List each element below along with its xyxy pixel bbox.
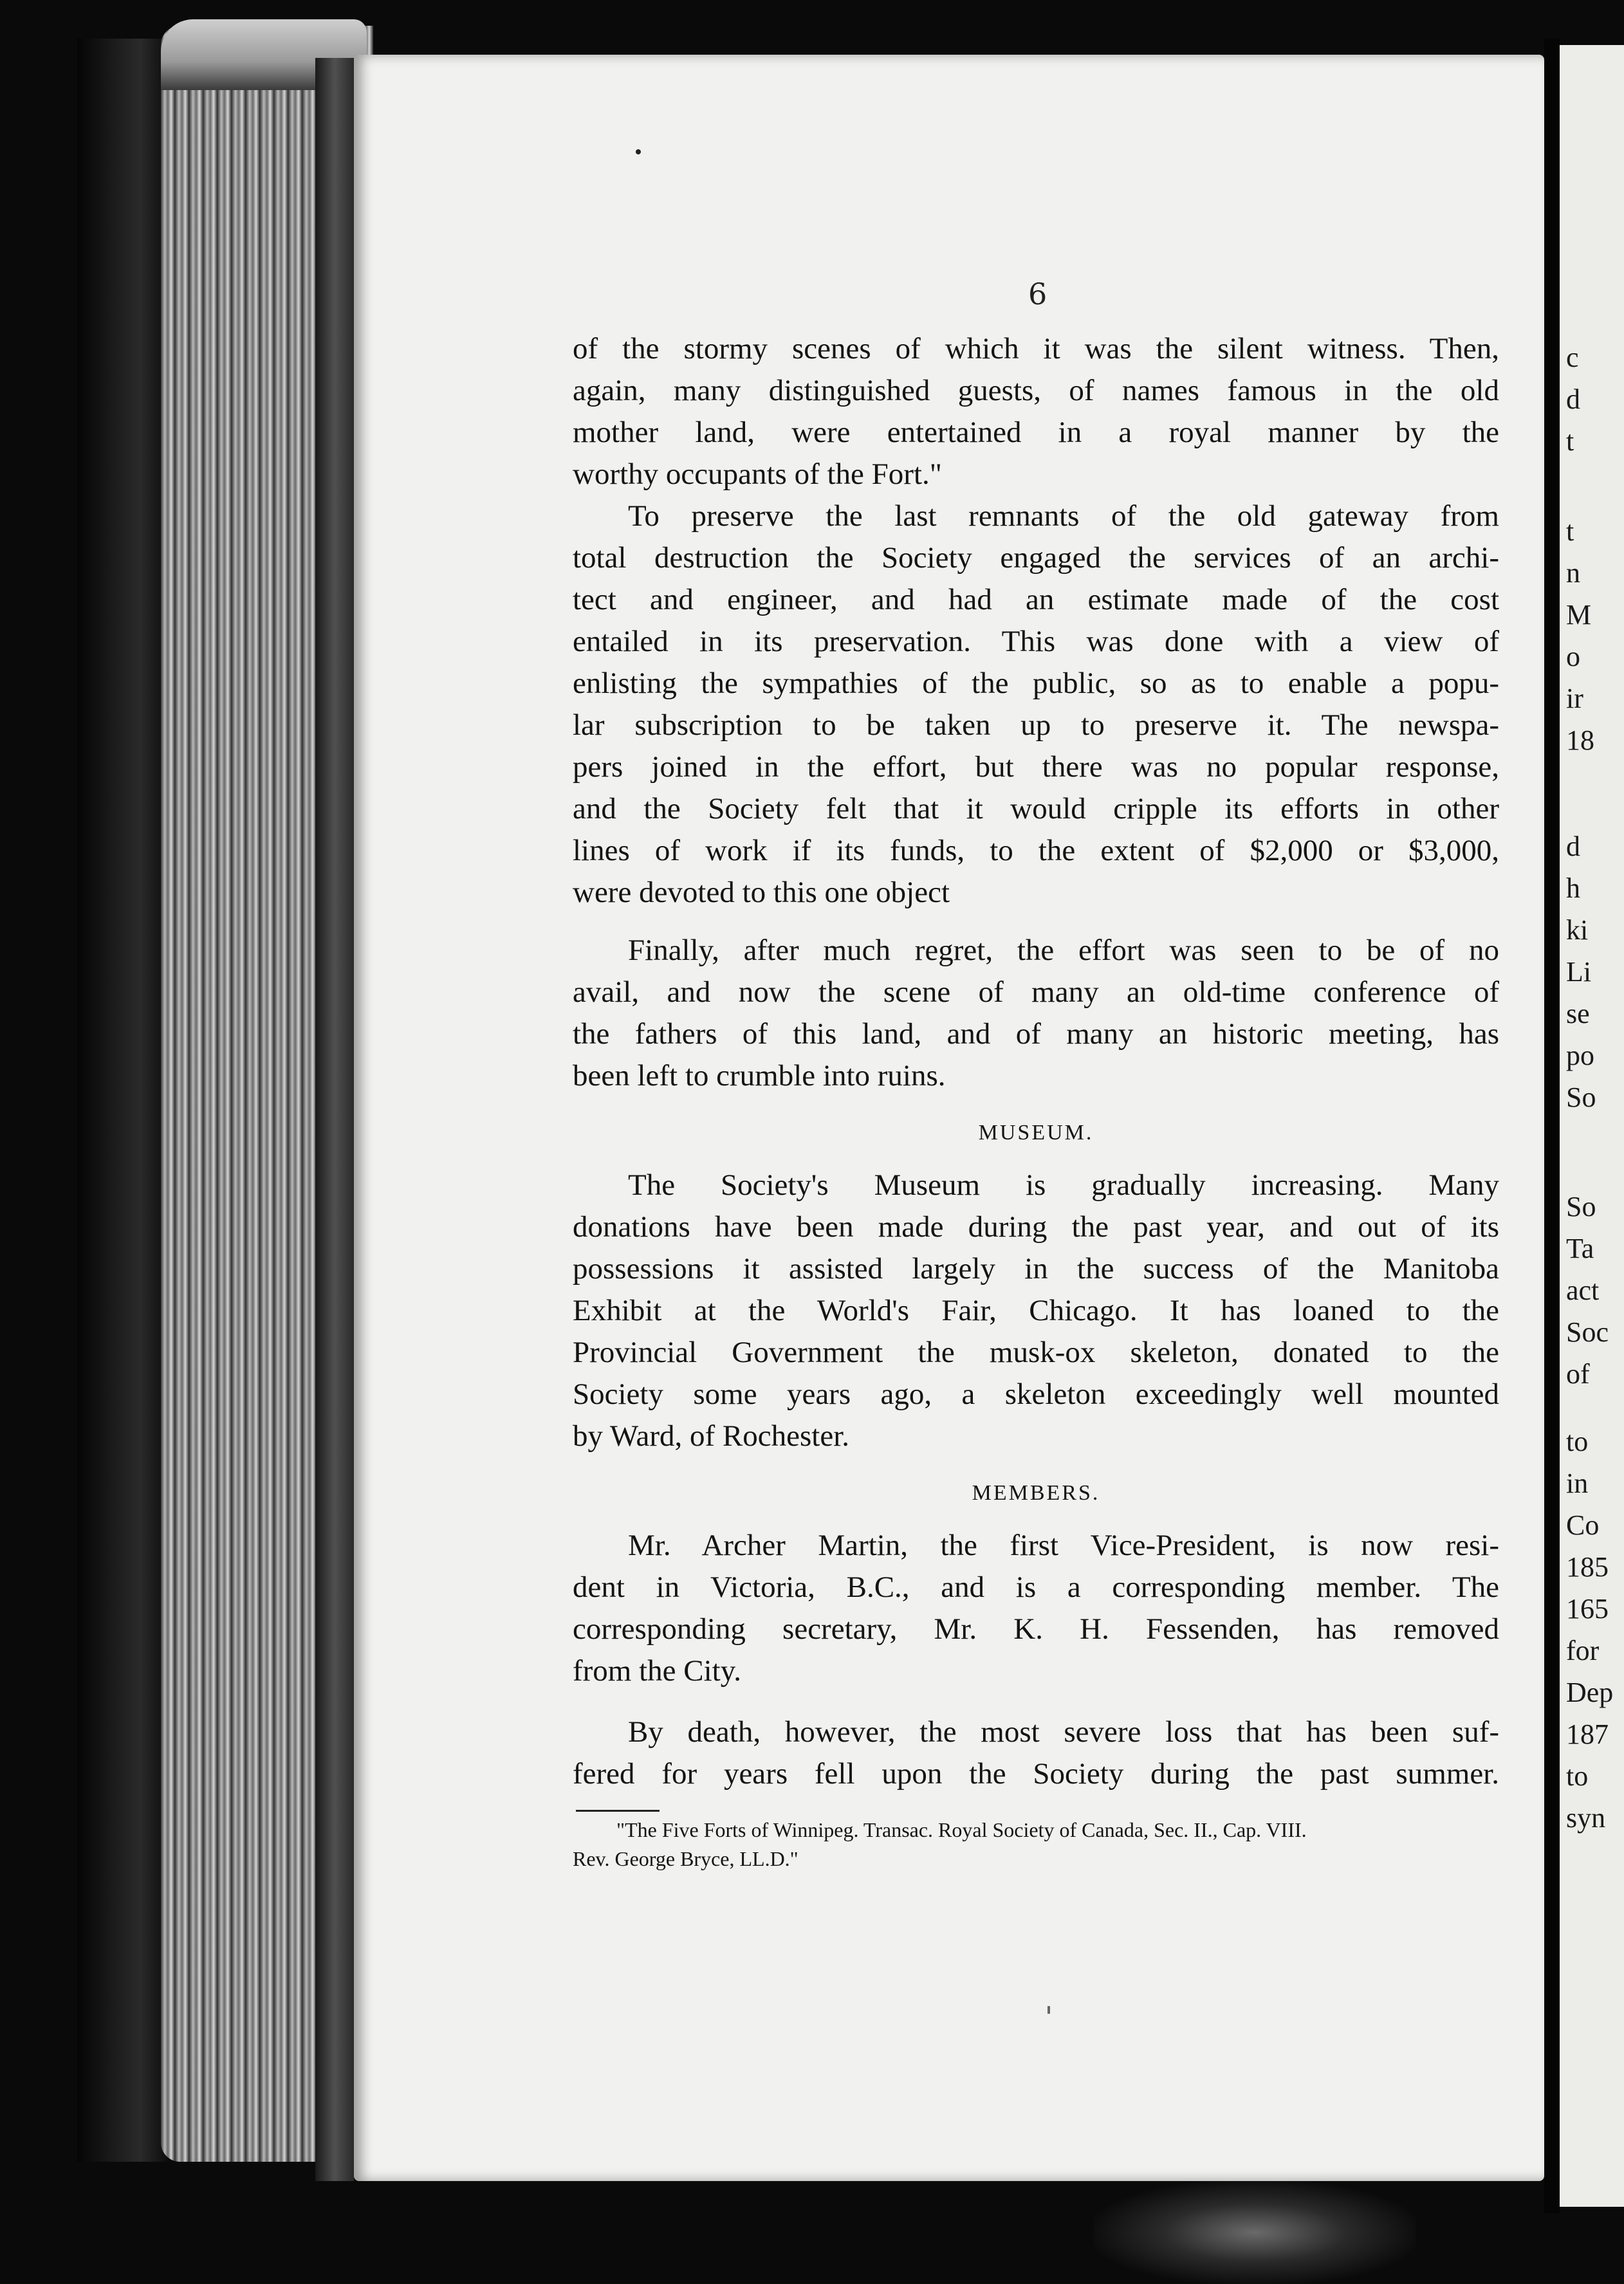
adjacent-page-fragment: to <box>1566 1426 1589 1457</box>
adjacent-page-fragment: po <box>1566 1040 1594 1071</box>
text-line: Society some years ago, a skeleton exceedingly well mounted <box>573 1377 1499 1411</box>
adjacent-page-fragment: So <box>1566 1082 1596 1113</box>
text-line: Mr. Archer Martin, the first Vice-President, is now resi- <box>628 1529 1499 1562</box>
text-line: worthy occupants of the Fort." <box>573 457 942 491</box>
adjacent-page-fragment: t <box>1566 515 1574 547</box>
text-line: lines of work if its funds, to the extent of $2,000 or $3,000, <box>573 834 1499 867</box>
text-line: possessions it assisted largely in the success of the Manitoba <box>573 1252 1499 1285</box>
book-spine-shadow <box>77 39 167 2162</box>
text-line: were devoted to this one object <box>573 876 950 909</box>
text-line: mother land, were entertained in a royal manner by the <box>573 416 1499 449</box>
adjacent-page-fragment: 185 <box>1566 1551 1609 1583</box>
adjacent-page-fragment: Soc <box>1566 1316 1609 1348</box>
scanner-bottom-artifact <box>1094 2181 1416 2284</box>
text-line: corresponding secretary, Mr. K. H. Fessenden, has removed <box>573 1612 1499 1646</box>
text-line: and the Society felt that it would cripple its efforts in other <box>573 792 1499 825</box>
adjacent-page-fragment: for <box>1566 1635 1600 1666</box>
adjacent-page-fragment: t <box>1566 425 1574 457</box>
adjacent-page-fragment: to <box>1566 1760 1589 1792</box>
text-line: Finally, after much regret, the effort was seen to be of no <box>628 934 1499 967</box>
print-speck <box>636 149 641 154</box>
text-line: from the City. <box>573 1654 741 1688</box>
footnote-rule <box>576 1810 660 1812</box>
text-line: To preserve the last remnants of the old gateway from <box>628 499 1499 533</box>
section-heading-museum: MUSEUM. <box>978 1121 1094 1145</box>
adjacent-page-fragment: of <box>1566 1358 1590 1390</box>
text-line: been left to crumble into ruins. <box>573 1059 946 1092</box>
text-line: entailed in its preservation. This was done with a view of <box>573 625 1499 658</box>
adjacent-page-fragment: o <box>1566 641 1580 672</box>
adjacent-page-fragment: c <box>1566 342 1579 373</box>
footnote-line: Rev. George Bryce, LL.D." <box>573 1847 798 1870</box>
adjacent-page-fragment: 165 <box>1566 1593 1609 1625</box>
text-line: enlisting the sympathies of the public, so as to enable a popu- <box>573 667 1499 700</box>
text-line: lar subscription to be taken up to preserve it. The newspa- <box>573 708 1499 742</box>
adjacent-page-fragment: Co <box>1566 1509 1600 1541</box>
adjacent-page-fragment: Dep <box>1566 1677 1614 1708</box>
adjacent-page-fragment: act <box>1566 1275 1600 1306</box>
text-line: The Society's Museum is gradually increasing. Many <box>628 1168 1499 1202</box>
adjacent-page-fragment: 187 <box>1566 1718 1609 1750</box>
adjacent-page-fragment: d <box>1566 831 1580 862</box>
text-line: of the stormy scenes of which it was the silent witness. Then, <box>573 332 1499 365</box>
adjacent-page-fragment: se <box>1566 998 1590 1029</box>
section-heading-members: MEMBERS. <box>972 1481 1100 1505</box>
footnote-line: "The Five Forts of Winnipeg. Transac. Royal Society of Canada, Sec. II., Cap. VIII. <box>616 1818 1307 1841</box>
adjacent-page-fragment: So <box>1566 1191 1596 1222</box>
adjacent-page-fragment: ki <box>1566 914 1589 946</box>
text-line: Exhibit at the World's Fair, Chicago. It has loaned to the <box>573 1294 1499 1327</box>
adjacent-page-fragment: d <box>1566 383 1580 415</box>
text-line: fered for years fell upon the Society during the past summer. <box>573 1757 1499 1791</box>
text-line: Provincial Government the musk-ox skeleton, donated to the <box>573 1336 1499 1369</box>
adjacent-page-fragment: Li <box>1566 956 1592 988</box>
text-line: pers joined in the effort, but there was no popular response, <box>573 750 1499 784</box>
page-gutter <box>315 58 354 2181</box>
adjacent-page-fragment: ir <box>1566 683 1583 714</box>
text-line: by Ward, of Rochester. <box>573 1419 849 1453</box>
page-divider-shadow <box>1544 39 1560 2213</box>
adjacent-page-fragment: M <box>1566 599 1592 631</box>
text-line: again, many distinguished guests, of names famous in the old <box>573 374 1499 407</box>
print-speck <box>1047 2006 1050 2014</box>
text-line: avail, and now the scene of many an old-time conference of <box>573 975 1499 1009</box>
adjacent-page-fragment: Ta <box>1566 1233 1594 1264</box>
text-line: By death, however, the most severe loss that has been suf- <box>628 1715 1499 1749</box>
text-line: tect and engineer, and had an estimate made of the cost <box>573 583 1499 616</box>
adjacent-page <box>1560 45 1624 2207</box>
adjacent-page-fragment: n <box>1566 557 1580 589</box>
text-line: total destruction the Society engaged the services of an archi- <box>573 541 1499 575</box>
text-line: donations have been made during the past year, and out of its <box>573 1210 1499 1244</box>
adjacent-page-fragment: h <box>1566 872 1580 904</box>
text-line: the fathers of this land, and of many an historic meeting, has <box>573 1017 1499 1051</box>
adjacent-page-fragment: syn <box>1566 1802 1606 1834</box>
adjacent-page-fragment: in <box>1566 1468 1589 1499</box>
page-number: 6 <box>1028 277 1047 311</box>
text-line: dent in Victoria, B.C., and is a corresponding member. The <box>573 1570 1499 1604</box>
adjacent-page-fragment: 18 <box>1566 724 1594 756</box>
